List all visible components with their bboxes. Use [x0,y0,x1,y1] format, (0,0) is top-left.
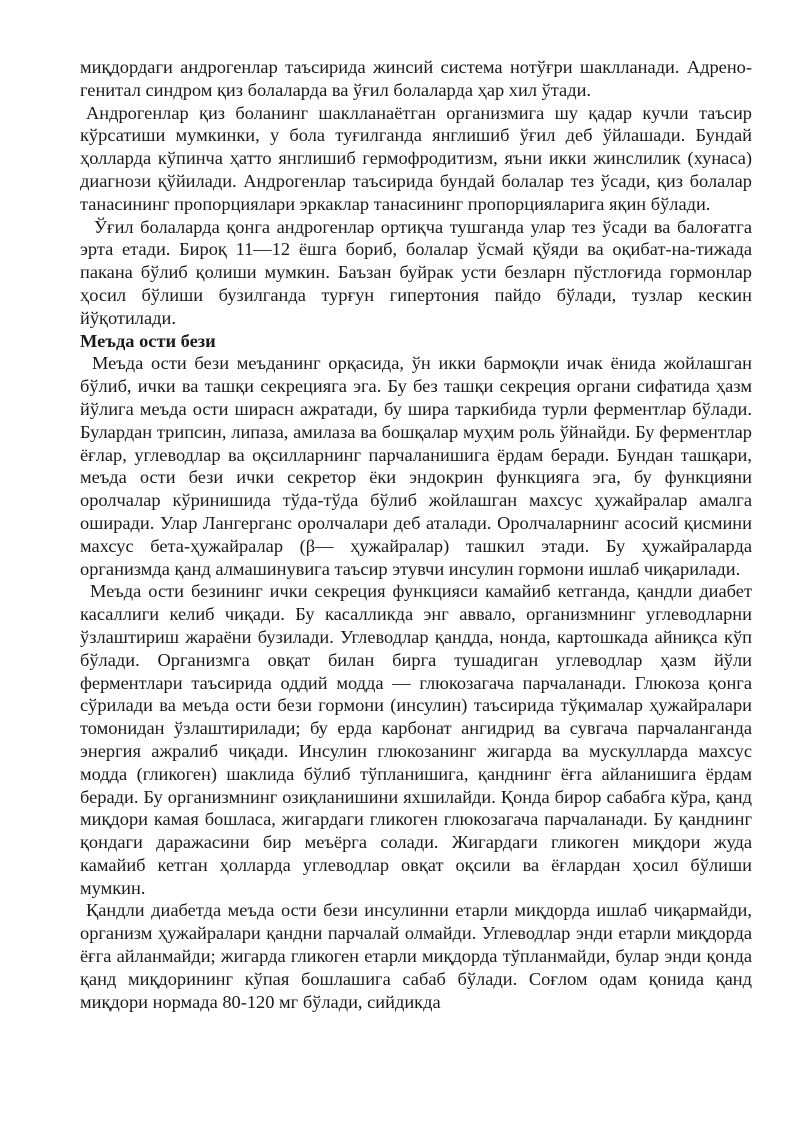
paragraph-5: Меъда ости безининг ички секреция функцияси камайиб кетганда, қандли диабет касаллиги келиб чиқади. Бу касалликда энг аввало, организмнинг углеводларни ўзлаштириш жараёни бузилади. Углеводлар қандда, нонда, картошкада айниқса кўп бўлади. Организмга овқат билан бирга тушадиган углеводлар ҳазм йўли ферментлари таъсирида оддий модда — глюкозагача парчаланади. Глюкоза қонга сўрилади ва меъда ости бези гормони (инсулин) таъсирида тўқималар ҳужайралари томонидан ўзлаштирилади; бу ерда карбонат ангидрид ва сувгача парчаланганда энергия ажралиб чиқади. Инсулин глюкозанинг жигарда ва мускулларда махсус модда (гликоген) шаклида бўлиб тўпланишига, қанднинг ёғга айланишига ёрдам беради. Бу организмнинг озиқланишини яхшилайди. Қонда бирор сабабга кўра, қанд миқдори камая бошласа, жигардаги гликоген глюкозагача парчаланади. Бу қанднинг қондаги даражасини бир меъёрга солади. Жигардаги гликоген миқдори жуда камайиб кетган ҳолларда углеводлар овқат оқсили ва ёғлардан ҳосил бўлиши мумкин. [80,581,752,898]
document-page [80,56,752,1013]
section-heading: Меъда ости бези [80,330,216,351]
paragraph-6: Қандли диабетда меъда ости бези инсулинни етарли миқдорда ишлаб чиқармайди, организм ҳужайралари қандни парчалай олмайди. Углеводлар энди етарли миқдорда ёғга айланмайди; жигарда гликоген етарли миқдорда тўпланмайди, булар энди қонда қанд миқдорининг кўпая бошлашига сабаб бўлади. Соғлом одам қонида қанд миқдори нормада 80-120 мг бўлади, сийдикда [80,900,752,1012]
paragraph-4: Меъда ости бези меъданинг орқасида, ўн икки бармоқли ичак ёнида жойлашган бўлиб, ички ва ташқи секрецияга эга. Бу без ташқи секреция органи сифатида ҳазм йўлига меъда ости ширасн ажратади, бу шира таркибида турли ферментлар бўлади. Булардан трипсин, липаза, амилаза ва бошқалар муҳим роль ўйнайди. Бу ферментлар ёғлар, углеводлар ва оқсилларнинг парчаланишига ёрдам беради. Бундан ташқари, меъда ости бези ички секретор ёки эндокрин функцияга эга, бу функцияни оролчалар кўринишида тўда-тўда бўлиб жойлашган махсус ҳужайралар амалга оширади. Улар Лангерганс оролчалари деб аталади. Оролчаларнинг асосий қисмини махсус бета-ҳужайралар (β— ҳужайралар) ташкил этади. Бу ҳужайраларда организмда қанд алмашинувига таъсир этувчи инсулин гормони ишлаб чиқарилади. [80,353,752,579]
paragraph-2: Андрогенлар қиз боланинг шаклланаётган организмига шу қадар кучли таъсир кўрсатиши мумкинки, у бола туғилганда янглишиб ўғил деб ўйлашади. Бундай ҳолларда кўпинча ҳатто янглишиб гермофродитизм, яъни икки жинслилик (хунаса) диагнози қўйилади. Андрогенлар таъсирида бундай болалар тез ўсади, қиз болалар танасининг пропорциялари эркаклар танасининг пропорцияларига яқин бўлади. [80,102,752,214]
paragraph-1: миқдордаги андрогенлар таъсирида жинсий система нотўғри шаклланади. Адрено-генитал синдром қиз болаларда ва ўғил болаларда ҳар хил ўтади. [80,57,752,100]
paragraph-3: Ўғил болаларда қонга андрогенлар ортиқча тушганда улар тез ўсади ва балоғатга эрта етади. Бироқ 11—12 ёшга бориб, болалар ўсмай қўяди ва оқибат-на-тижада пакана бўлиб қолиши мумкин. Баъзан буйрак усти безларн пўстлоғида гормонлар ҳосил бўлиши бузилганда турғун гипертония пайдо бўлади, тузлар кескин йўқотилади. [80,216,752,328]
